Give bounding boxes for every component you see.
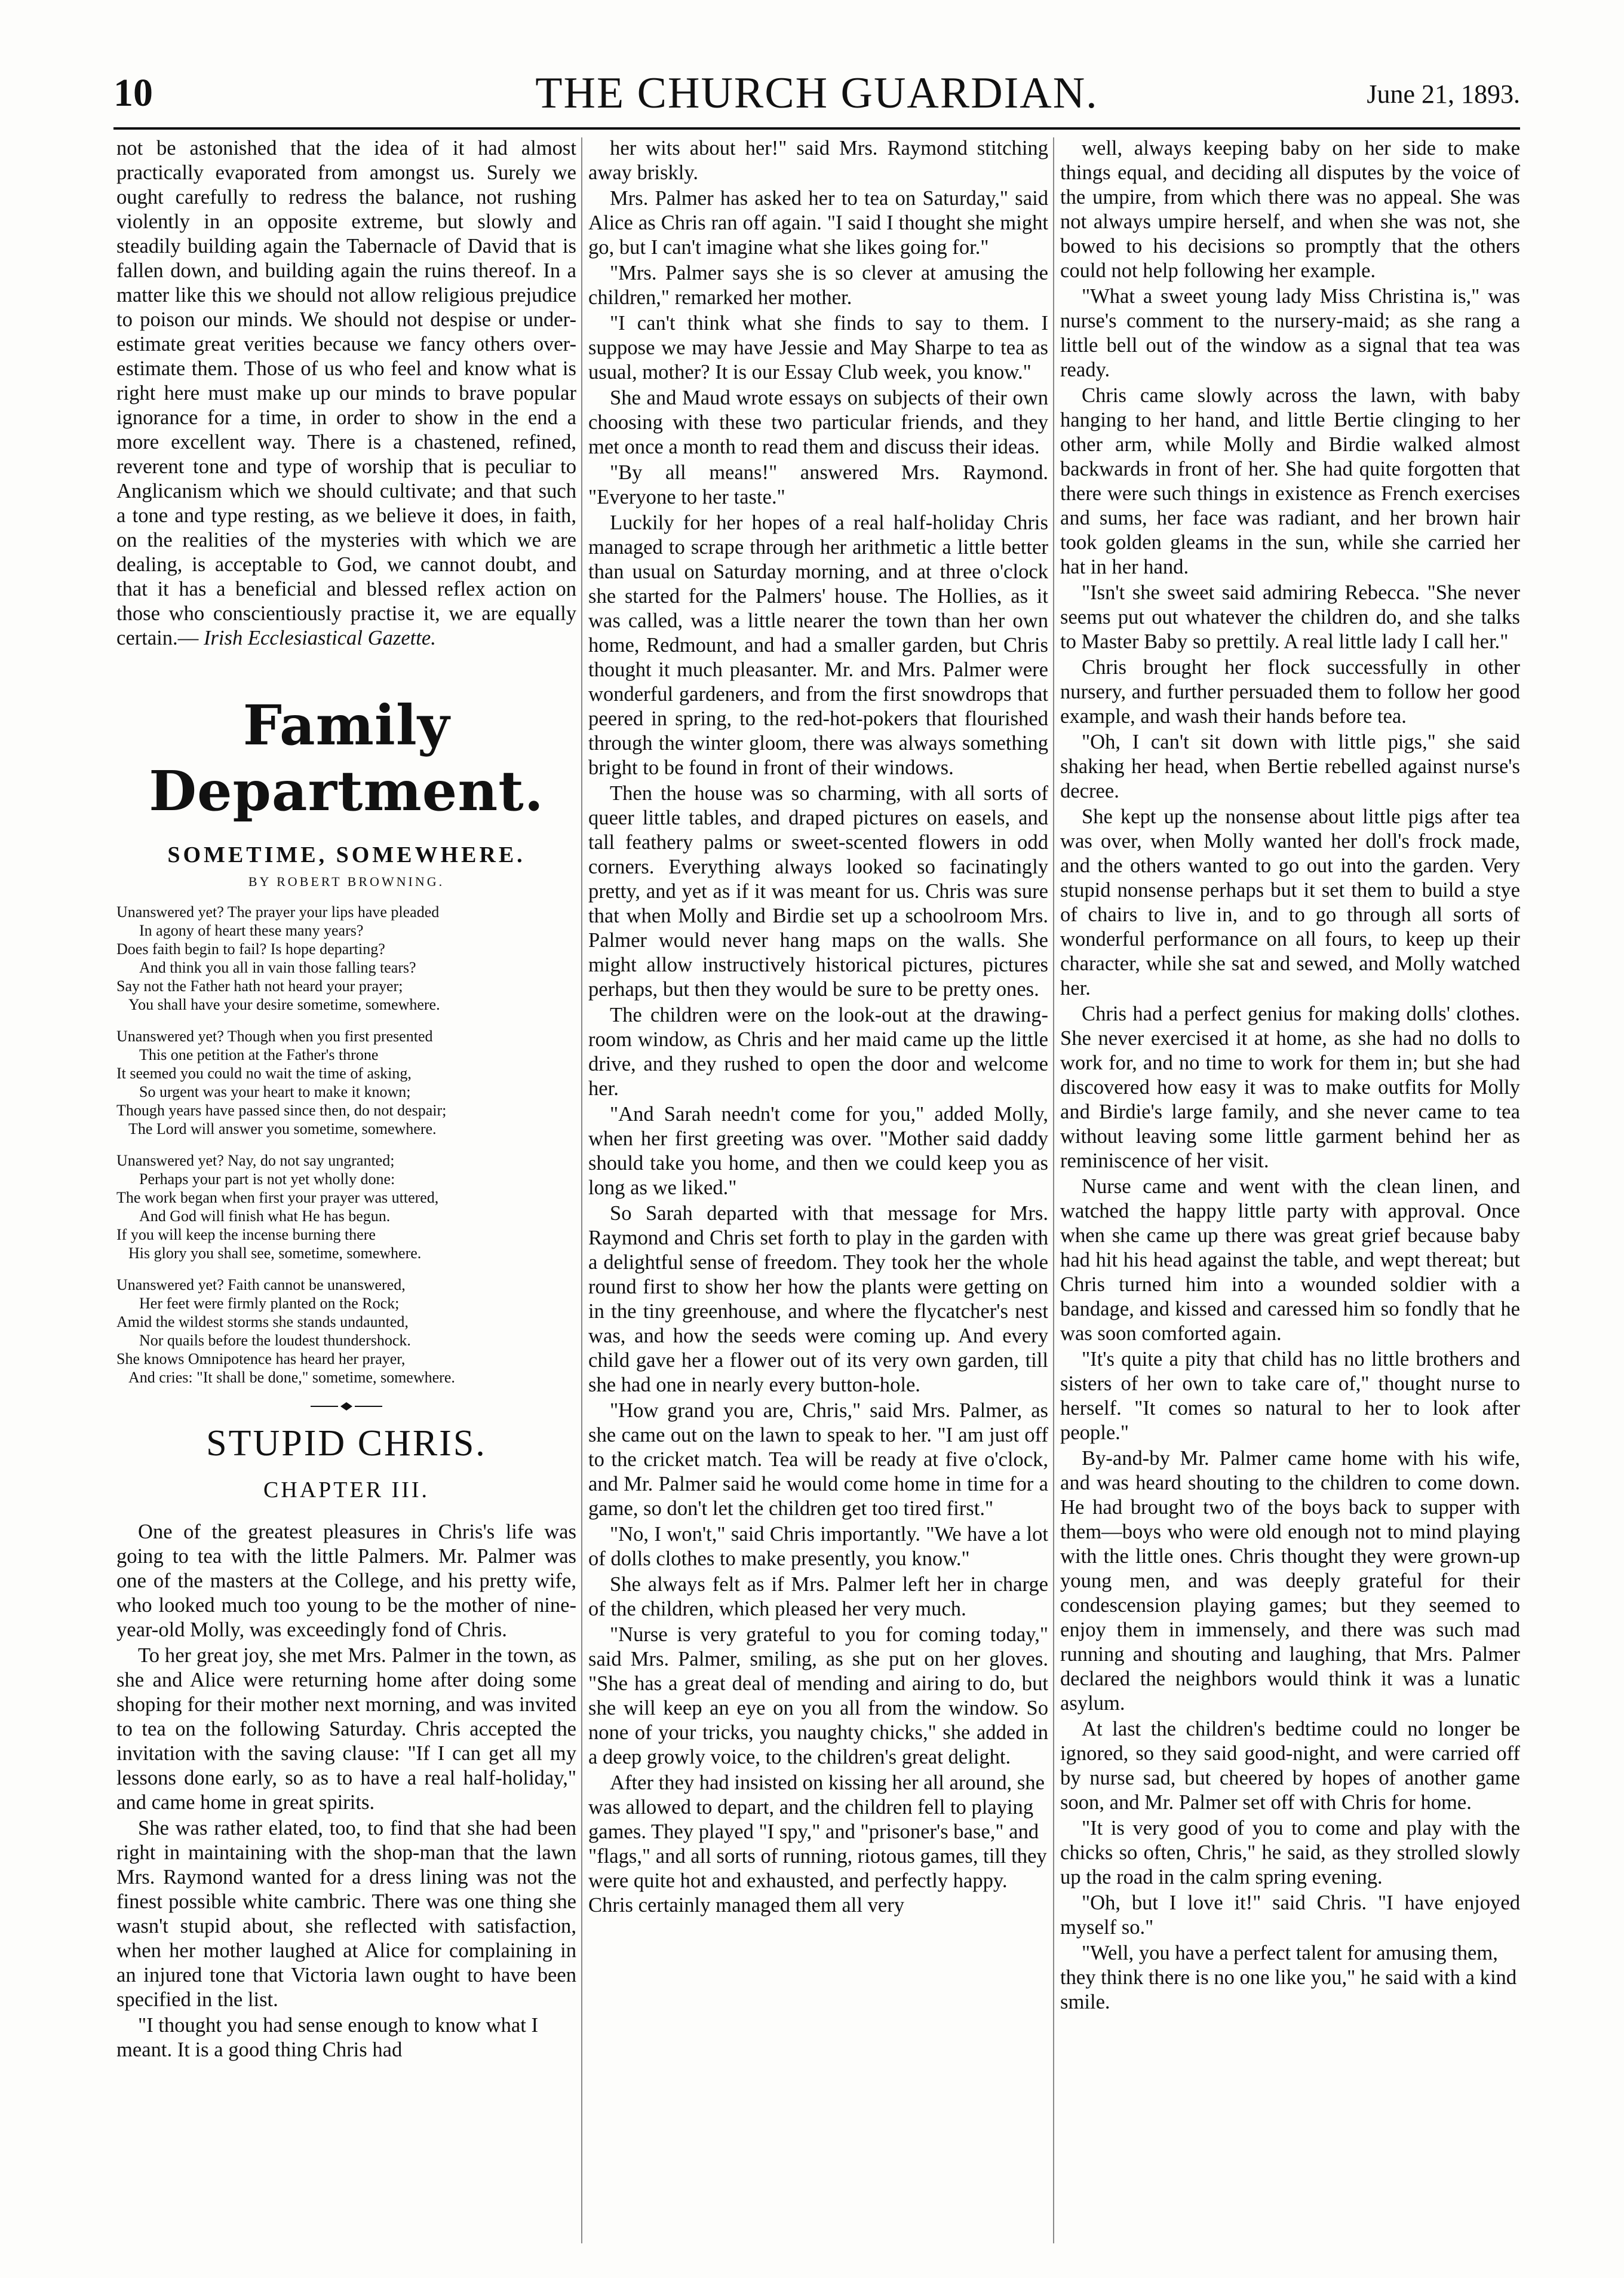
story-paragraph: "By all means!" answered Mrs. Raymond. "Everyone to her taste.": [588, 461, 1048, 508]
poem-line: The work began when first your prayer was uttered,: [116, 1189, 439, 1206]
poem-line: Say not the Father hath not heard your prayer;: [116, 977, 403, 995]
poem-line: In agony of heart these many years?: [139, 922, 364, 939]
ornament-divider: [116, 1400, 576, 1415]
poem-line: Amid the wildest storms she stands undaunted,: [116, 1313, 409, 1330]
column-divider: [581, 137, 582, 2243]
story-paragraph: She kept up the nonsense about little pigs after tea was over, when Molly wanted her doll's frock made, and the others wanted to go out into the garden. Very stupid nonsense perhaps but it set them to build a stye of chairs to live in, and to go through all sorts of wonderful performance on all fours, to keep up their character, while she sat and sewed, and Molly watched her.: [1060, 805, 1520, 1000]
story-paragraph: Nurse came and went with the clean linen, and watched the happy little party with approval. Once when she came up there was great grief because baby had hit his head against the table, and wept thereat; but Chris turned him into a wounded soldier with a bandage, and kissed and caressed him so fondly that he was soon comforted again.: [1060, 1175, 1520, 1345]
issue-date: June 21, 1893.: [1367, 79, 1520, 109]
story-title: STUPID CHRIS.: [206, 1423, 487, 1464]
story-paragraph: "I thought you had sense enough to know what I meant. It is a good thing Chris had: [116, 2014, 539, 2061]
poem-line: His glory you shall see, sometime, somewhere.: [128, 1244, 422, 1262]
story-paragraph: "Nurse is very grateful to you for coming today," said Mrs. Palmer, smiling, as she put on her gloves. "She has a great deal of mending and airing to do, but she will keep an eye on you all from the window. So none of your tricks, you naughty chicks," she added in a deep growly voice, to the children's great delight.: [588, 1623, 1048, 1768]
poem-line: It seemed you could no wait the time of asking,: [116, 1065, 412, 1082]
story-text: [1060, 136, 1520, 2015]
story-paragraph: "What a sweet young lady Miss Christina is," was nurse's comment to the nursery-maid; as she rang a little bell out of the window as a signal that tea was ready.: [1060, 285, 1520, 381]
poem-line: She knows Omnipotence has heard her prayer,: [116, 1350, 406, 1368]
poem-line: If you will keep the incense burning there: [116, 1226, 376, 1243]
poem-line: Her feet were firmly planted on the Rock;: [139, 1295, 400, 1312]
masthead-rule: [113, 127, 1520, 130]
poem-line: Unanswered yet? Nay, do not say ungranted;: [116, 1152, 395, 1169]
story-paragraph: "How grand you are, Chris," said Mrs. Palmer, as she came out on the lawn to speak to her. "I am just off to the cricket match. Tea will be ready at five o'clock, and Mr. Palmer said he would come home in time for a game, so don't let the children get too tired first.": [588, 1399, 1048, 1520]
story-paragraph: One of the greatest pleasures in Chris's life was going to tea with the little Palmers. Mr. Palmer was one of the masters at the College, and his pretty wife, who looked much too young to be the mother of nine-year-old Molly, was exceedingly fond of Chris.: [116, 1520, 576, 1641]
column-1: [116, 136, 576, 2248]
poem-line: You shall have your desire sometime, somewhere.: [128, 996, 440, 1013]
story-paragraph: her wits about her!" said Mrs. Raymond stitching away briskly.: [588, 137, 1048, 184]
section-heading: Family Department.: [149, 693, 544, 823]
article-text: not be astonished that the idea of it had almost practically evaporated from amongst us. Surely we ought carefully to redress the balance, not rushing violently in an opposite extreme, but slowly and steadily building again the Tabernacle of David that is fallen down, and building again the ruins thereof. In a matter like this we should not allow religious prejudice to poison our minds. We should not despise or under-estimate great verities because we fancy others over-estimate them. Those of us who feel and know what is right here must make up our minds to brave popular ignorance for a time, in order to show in the end a more excellent way. There is a chastened, refined, reverent tone and type of worship that is peculiar to Anglicanism which we should cultivate; and that such a tone and type resting, as we believe it does, in faith, on the realities of the mysteries with which we are dealing, is acceptable to God, we cannot doubt, and that it has a beneficial and blessed reflex action on those who conscientiously practise it, we are equally certain.—: [116, 137, 576, 649]
article-continuation: [116, 136, 576, 651]
poem-line: So urgent was your heart to make it known;: [139, 1083, 411, 1100]
poem-line: Nor quails before the loudest thundershock.: [139, 1332, 411, 1349]
poem-stanza: [116, 903, 576, 1014]
poem-line: This one petition at the Father's throne: [139, 1046, 379, 1063]
column-3: [1060, 136, 1520, 2248]
story-paragraph: "No, I won't," said Chris importantly. "We have a lot of dolls clothes to make presently, you know.": [588, 1523, 1048, 1570]
story-paragraph: At last the children's bedtime could no longer be ignored, so they said good-night, and were carried off by nurse sad, but cheered by hopes of another game soon, and Mr. Palmer set off with Chris for home.: [1060, 1718, 1520, 1814]
story-paragraph: The children were on the look-out at the drawing-room window, as Chris and her maid came up the little drive, and they rushed to open the door and welcome her.: [588, 1004, 1048, 1100]
newspaper-title: THE CHURCH GUARDIAN.: [535, 69, 1098, 118]
story-paragraph: To her great joy, she met Mrs. Palmer in the town, as she and Alice were returning home after doing some shoping for their mother next morning, and was invited to tea on the following Saturday. Chris accepted the invitation with the saving clause: "If I can get all my lessons done early, so as to have a real half-holiday," and came home in great spirits.: [116, 1644, 576, 1814]
story-paragraph: Chris came slowly across the lawn, with baby hanging to her hand, and little Bertie clinging to her other arm, while Molly and Birdie walked almost backwards in front of her. She had quite forgotten that there were such things in existence as French exercises and sums, her face was radiant, and her brown hair took golden gleams in the sun, while she carried her hat in her hand.: [1060, 384, 1520, 578]
ornament-icon: [311, 1400, 382, 1412]
poem-stanza: [116, 1151, 576, 1262]
story-paragraph: She and Maud wrote essays on subjects of their own choosing with these two particular friends, and they met once a month to read them and discuss their ideas.: [588, 387, 1048, 458]
column-2: [588, 136, 1048, 2248]
story-paragraph: Mrs. Palmer has asked her to tea on Saturday," said Alice as Chris ran off again. "I said I thought she might go, but I can't imagine what she likes going for.": [588, 187, 1048, 259]
page-number: 10: [113, 71, 153, 115]
story-paragraph: "Oh, I can't sit down with little pigs," she said shaking her head, when Bertie rebelled against nurse's decree.: [1060, 731, 1520, 802]
poem-line: Unanswered yet? Faith cannot be unanswered,: [116, 1276, 406, 1293]
poem-line: Unanswered yet? Though when you first presented: [116, 1028, 433, 1045]
story-text: [588, 136, 1048, 1918]
poem-line: Perhaps your part is not yet wholly done:: [139, 1170, 395, 1188]
story-paragraph: She always felt as if Mrs. Palmer left her in charge of the children, which pleased her very much.: [588, 1573, 1048, 1620]
story-paragraph: Then the house was so charming, with all sorts of queer little tables, and draped pictures on easels, and tall feathery palms or sweet-scented flowers in odd corners. Everything always looked so facinatingly pretty, and yet as if it was meant for us. Chris was sure that when Molly and Birdie set up a schoolroom Mrs. Palmer would never hang maps on the walls. She might allow instructively historical pictures, pictures perhaps, but then they would be sure to be pretty ones.: [588, 782, 1048, 1001]
story-paragraph: Chris brought her flock successfully in other nursery, and further persuaded them to follow her good example, and wash their hands before tea.: [1060, 656, 1520, 728]
chapter-heading: CHAPTER III.: [263, 1477, 430, 1503]
poem-line: And think you all in vain those falling tears?: [139, 959, 416, 976]
story-paragraph: "Well, you have a perfect talent for amusing them, they think there is no one like you," he said with a kind smile.: [1060, 1942, 1517, 2013]
poem-line: The Lord will answer you sometime, somewhere.: [128, 1120, 437, 1138]
story-paragraph: "It's quite a pity that child has no little brothers and sisters of her own to take care of," thought nurse to herself. "It comes so natural to her to look after people.": [1060, 1348, 1520, 1444]
poem-line: Unanswered yet? The prayer your lips have pleaded: [116, 903, 440, 921]
story-paragraph: "Isn't she sweet said admiring Rebecca. "She never seems put out whatever the children do, and she talks to Master Baby so prettily. A real little lady I call her.": [1060, 581, 1520, 653]
poem-line: Though years have passed since then, do not despair;: [116, 1102, 447, 1119]
poem-title: SOMETIME, SOMEWHERE.: [167, 842, 526, 867]
story-paragraph: By-and-by Mr. Palmer came home with his wife, and was heard shouting to the children to come down. He had brought two of the boys back to supper with them—boys who were old enough not to mind playing with the little ones. Chris thought they were grown-up young men, and was deeply grateful for their condescension playing games; but they seemed to enjoy them in immensely, and there was such mad running and shouting and laughing, that Mrs. Palmer declared the neighbors would think it was a lunatic asylum.: [1060, 1447, 1520, 1715]
poem-line: Does faith begin to fail? Is hope departing?: [116, 940, 385, 958]
poem-line: And God will finish what He has begun.: [139, 1207, 391, 1225]
story-paragraph: "I can't think what she finds to say to them. I suppose we may have Jessie and May Sharpe to tea as usual, mother? It is our Essay Club week, you know.": [588, 312, 1048, 384]
story-paragraph: "Mrs. Palmer says she is so clever at amusing the children," remarked her mother.: [588, 262, 1048, 309]
poem-stanza: [116, 1027, 576, 1138]
story-paragraph: Luckily for her hopes of a real half-holiday Chris managed to scrape through her arithmetic a little better than usual on Saturday morning, and at three o'clock she started for the Palmers' house. The Hollies, as it was called, was a little nearer the town than her own home, Redmount, and had a smaller garden, but Chris thought it much pleasanter. Mr. and Mrs. Palmer were wonderful gardeners, and from the first snowdrops that peered in spring, to the red-hot-pokers that flourished through the winter gloom, there was always something bright to be found in front of their windows.: [588, 511, 1048, 779]
poem-author: BY ROBERT BROWNING.: [248, 874, 445, 889]
poem-body: [116, 903, 576, 1387]
story-paragraph: Chris had a perfect genius for making dolls' clothes. She never exercised it at home, as she had no dolls to work for, and no time to work for them in; but she had discovered how easy it was to make outfits for Molly and Birdie's large family, and she never came to tea without leaving some little garment behind her as reminiscence of her visit.: [1060, 1002, 1520, 1172]
story-paragraph: well, always keeping baby on her side to make things equal, and deciding all disputes by the voice of the umpire, from which there was no appeal. She was not always umpire herself, and when she was not, she bowed to his decisions so promptly that the others could not help following her example.: [1060, 137, 1520, 282]
story-paragraph: "Oh, but I love it!" said Chris. "I have enjoyed myself so.": [1060, 1891, 1520, 1939]
story-paragraph: She was rather elated, too, to find that she had been right in maintaining with the shop-man that the lawn Mrs. Raymond wanted for a dress lining was not the finest possible white cambric. There was one thing she wasn't stupid about, she reflected with satisfaction, when her mother laughed at Alice for complaining in an injured tone that Victoria lawn ought to have been specified in the list.: [116, 1817, 576, 2011]
story-paragraph: "It is very good of you to come and play with the chicks so often, Chris," he said, as they strolled slowly up the road in the calm spring evening.: [1060, 1817, 1520, 1888]
poem-line: And cries: "It shall be done," sometime, somewhere.: [128, 1369, 455, 1386]
poem-stanza: [116, 1276, 576, 1387]
story-paragraph: So Sarah departed with that message for Mrs. Raymond and Chris set forth to play in the garden with a delightful sense of freedom. They took her the whole round first to show her how the plants were getting on in the tiny greenhouse, and where the flycatcher's nest was, and how the seeds were coming up. And every child gave her a flower out of its very own garden, till she had one in nearly every button-hole.: [588, 1202, 1048, 1396]
story-paragraph: "And Sarah needn't come for you," added Molly, when her first greeting was over. "Mother said daddy should take you home, and then we could keep you as long as we liked.": [588, 1103, 1048, 1199]
story-paragraph: After they had insisted on kissing her all around, she was allowed to depart, and the children fell to playing games. They played "I spy," and "prisoner's base," and "flags," and all sorts of running, riotous games, till they were quite hot and exhausted, and perfectly happy. Chris certainly managed them all very: [588, 1771, 1047, 1917]
article-source: Irish Ecclesiastical Gazette.: [203, 627, 436, 649]
column-divider: [1053, 137, 1054, 2243]
masthead: [113, 70, 1520, 124]
story-text: [116, 1520, 576, 2062]
